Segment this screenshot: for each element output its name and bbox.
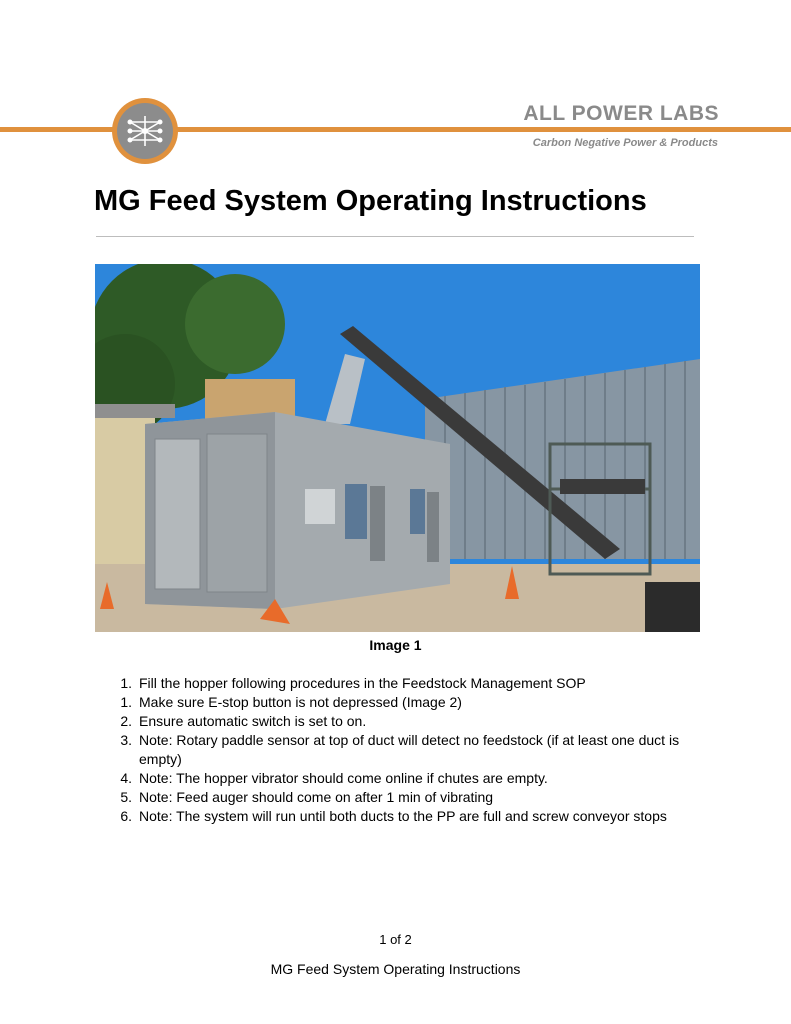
image-caption: Image 1 — [369, 637, 422, 653]
page-number: 1 of 2 — [379, 932, 412, 947]
network-node-icon — [110, 96, 180, 166]
step-text: Note: The system will run until both ducts to the PP are full and screw conveyor stops — [139, 808, 667, 824]
step-text: Note: Rotary paddle sensor at top of duct will detect no feedstock (if at least one duct is empty) — [139, 732, 680, 767]
step-text: Fill the hopper following procedures in the Feedstock Management SOP — [139, 675, 586, 691]
list-item — [112, 712, 712, 731]
step-number: 3. — [120, 732, 132, 748]
step-text: Note: The hopper vibrator should come online if chutes are empty. — [139, 770, 548, 786]
list-item — [112, 731, 712, 769]
footer-title: MG Feed System Operating Instructions — [270, 961, 521, 977]
list-item — [112, 674, 712, 693]
list-item — [112, 769, 712, 788]
document-title: MG Feed System Operating Instructions — [94, 185, 647, 217]
list-item — [112, 693, 712, 712]
brand-tagline: Carbon Negative Power & Products — [532, 137, 718, 149]
list-item — [112, 788, 712, 807]
instruction-list — [112, 674, 712, 826]
title-divider — [96, 236, 694, 237]
step-number: 2. — [120, 713, 132, 729]
step-number: 4. — [120, 770, 132, 786]
step-number: 5. — [120, 789, 132, 805]
brand-name: ALL POWER LABS — [523, 102, 719, 125]
step-number: 1. — [120, 694, 132, 710]
step-text: Make sure E-stop button is not depressed (Image 2) — [139, 694, 462, 710]
step-number: 1. — [120, 675, 132, 691]
step-text: Ensure automatic switch is set to on. — [139, 713, 367, 729]
step-number: 6. — [120, 808, 132, 824]
step-text: Note: Feed auger should come on after 1 min of vibrating — [139, 789, 494, 805]
feed-system-photo — [95, 264, 700, 632]
list-item — [112, 807, 712, 826]
